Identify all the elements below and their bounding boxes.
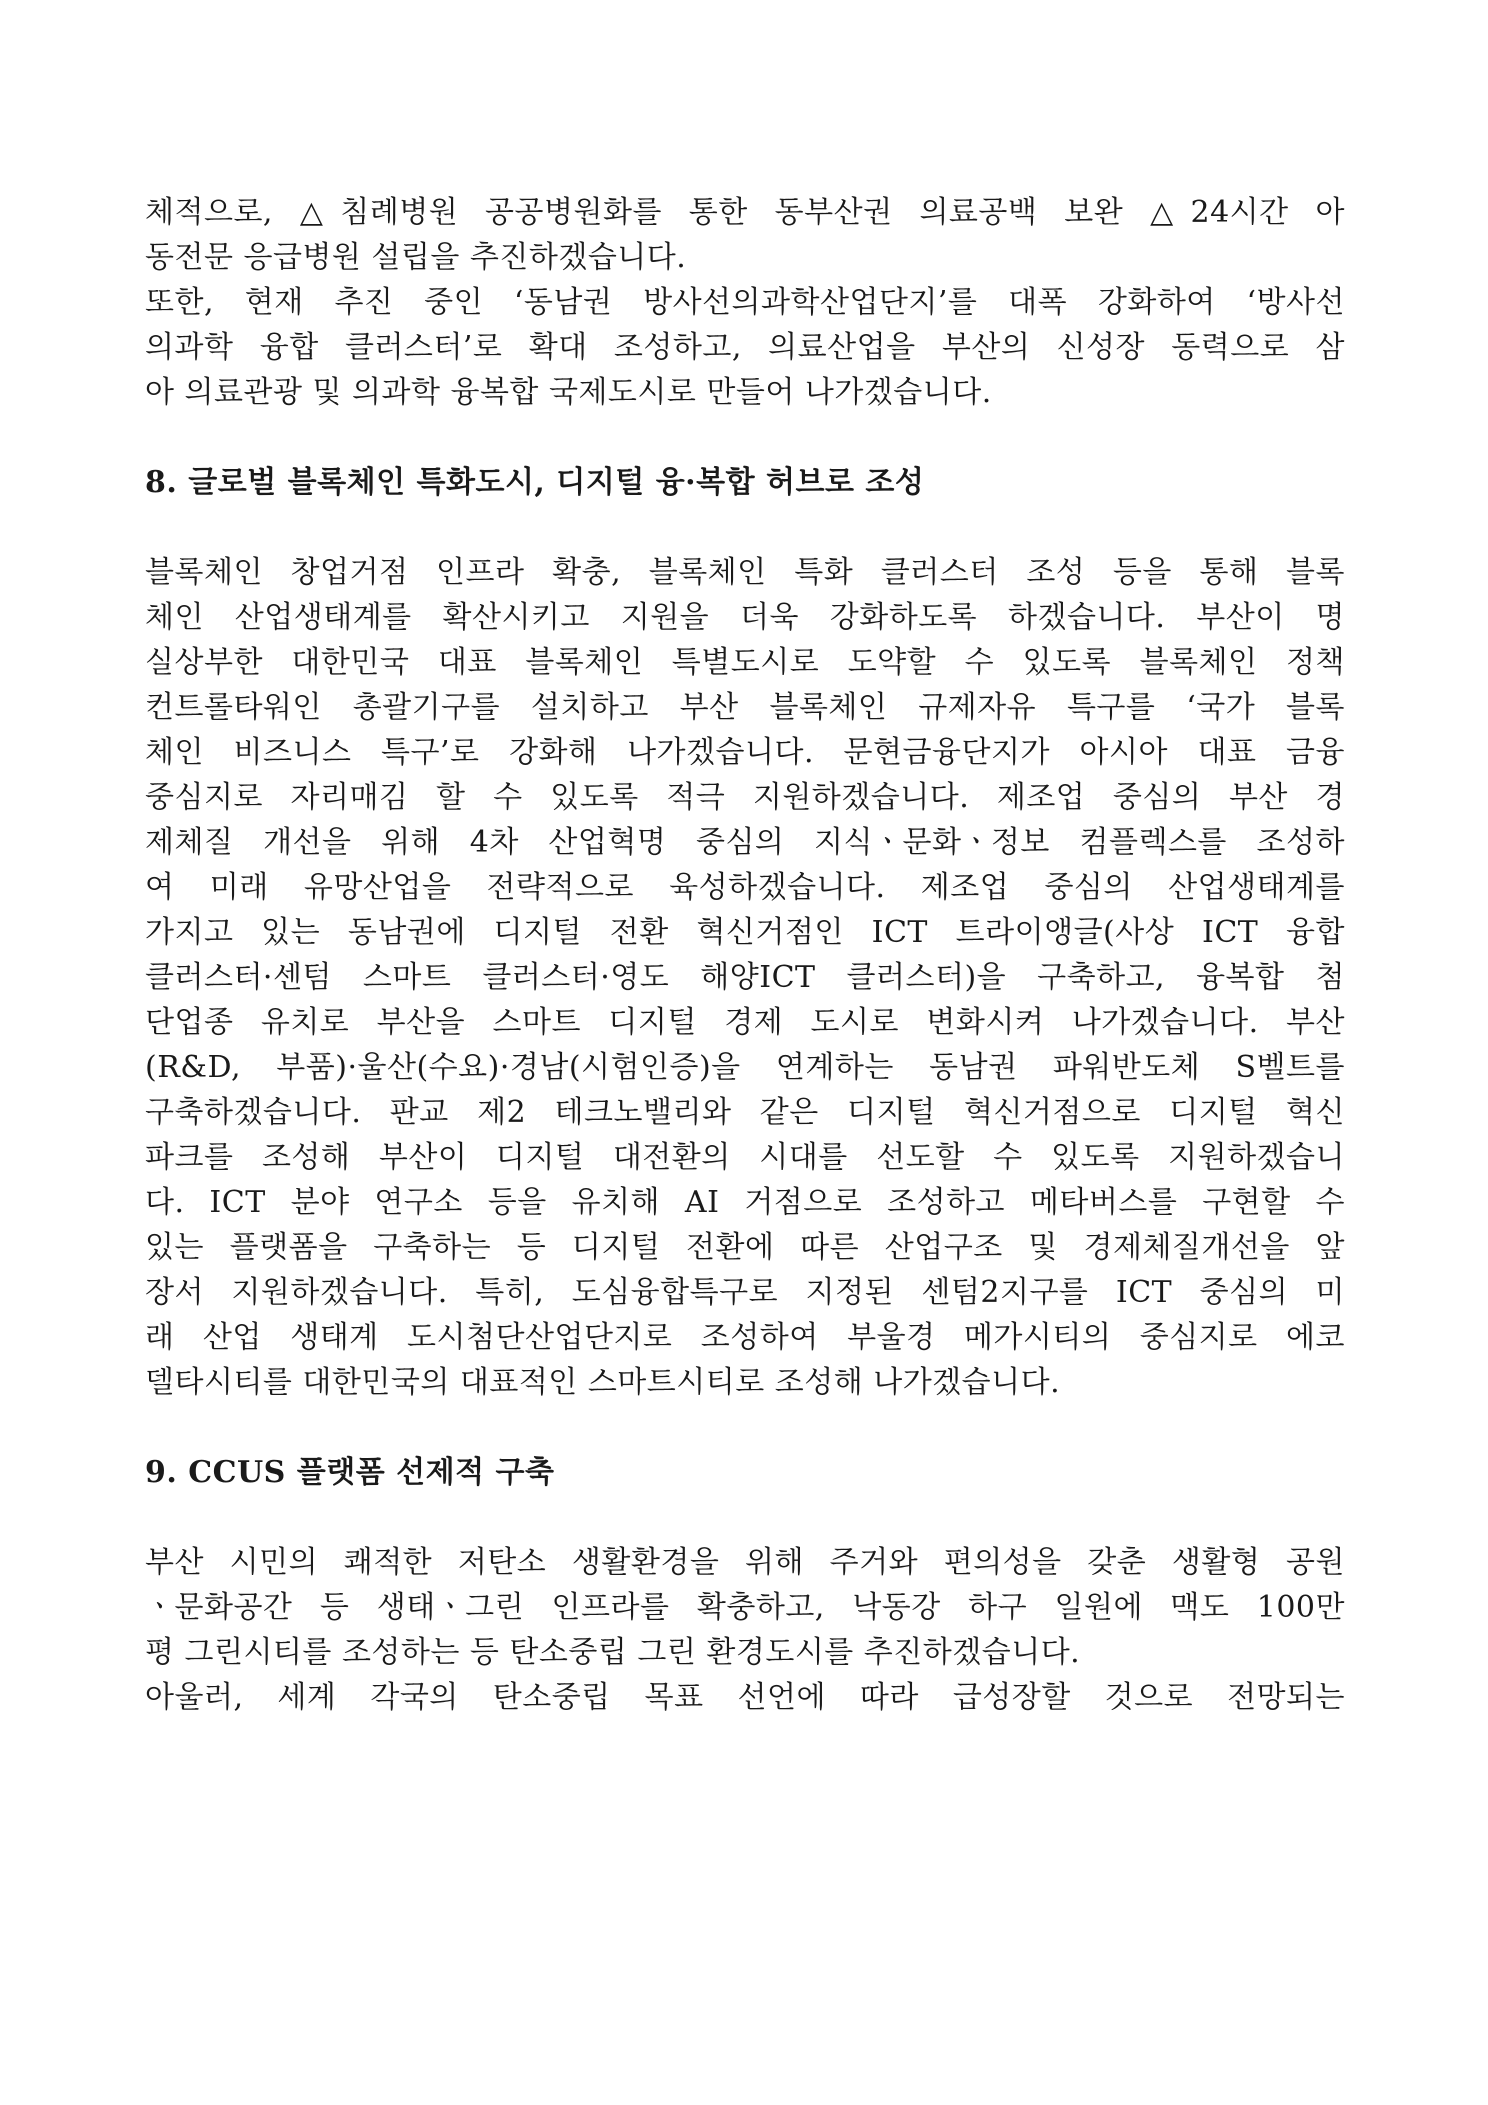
section-8-body <box>145 550 1345 1405</box>
text-line: 또한, 현재 추진 중인 ‘동남권 방사선의과학산업단지’를 대폭 강화하여 ‘방사선 <box>145 285 1345 320</box>
intro-paragraph-1 <box>145 190 1345 280</box>
text-line: 의과학 융합 클러스터’로 확대 조성하고, 의료산업을 부산의 신성장 동력으로 삼 <box>145 330 1345 365</box>
text-line: 있는 플랫폼을 구축하는 등 디지털 전환에 따른 산업구조 및 경제체질개선을 앞 <box>145 1230 1345 1265</box>
document-page <box>145 190 1345 1720</box>
text-line: 동전문 응급병원 설립을 추진하겠습니다. <box>145 240 687 275</box>
text-line: ㆍ문화공간 등 생태ㆍ그린 인프라를 확충하고, 낙동강 하구 일원에 맥도 100만 <box>145 1590 1345 1625</box>
text-line: 실상부한 대한민국 대표 블록체인 특별도시로 도약할 수 있도록 블록체인 정책 <box>145 645 1345 680</box>
text-line: 구축하겠습니다. 판교 제2 테크노밸리와 같은 디지털 혁신거점으로 디지털 혁신 <box>145 1095 1345 1130</box>
text-line: 단업종 유치로 부산을 스마트 디지털 경제 도시로 변화시켜 나가겠습니다. 부산 <box>145 1005 1345 1040</box>
text-line: 파크를 조성해 부산이 디지털 대전환의 시대를 선도할 수 있도록 지원하겠습니 <box>145 1140 1345 1175</box>
text-line: 부산 시민의 쾌적한 저탄소 생활환경을 위해 주거와 편의성을 갖춘 생활형 공원 <box>145 1545 1345 1580</box>
section-9-paragraph-1 <box>145 1540 1345 1675</box>
text-line: 블록체인 창업거점 인프라 확충, 블록체인 특화 클러스터 조성 등을 통해 블록 <box>145 555 1345 590</box>
text-line: (R&D, 부품)·울산(수요)·경남(시험인증)을 연계하는 동남권 파워반도체 S벨트를 <box>145 1050 1345 1085</box>
section-8-heading: 8. 글로벌 블록체인 특화도시, 디지털 융·복합 허브로 조성 <box>145 465 925 500</box>
text-line: 여 미래 유망산업을 전략적으로 육성하겠습니다. 제조업 중심의 산업생태계를 <box>145 870 1345 905</box>
section-9-paragraph-2 <box>145 1675 1345 1720</box>
text-line: 체적으로, △침례병원 공공병원화를 통한 동부산권 의료공백 보완 △24시간 아 <box>145 195 1345 230</box>
text-line: 래 산업 생태계 도시첨단산업단지로 조성하여 부울경 메가시티의 중심지로 에코 <box>145 1320 1345 1355</box>
text-line: 가지고 있는 동남권에 디지털 전환 혁신거점인 ICT 트라이앵글(사상 ICT 융합 <box>145 915 1345 950</box>
text-line: 장서 지원하겠습니다. 특히, 도심융합특구로 지정된 센텀2지구를 ICT 중심의 미 <box>145 1275 1345 1310</box>
text-line: 제체질 개선을 위해 4차 산업혁명 중심의 지식ㆍ문화ㆍ정보 컴플렉스를 조성하 <box>145 825 1345 860</box>
text-line: 평 그린시티를 조성하는 등 탄소중립 그린 환경도시를 추진하겠습니다. <box>145 1635 1081 1670</box>
text-line: 체인 산업생태계를 확산시키고 지원을 더욱 강화하도록 하겠습니다. 부산이 명 <box>145 600 1345 635</box>
text-line: 체인 비즈니스 특구’로 강화해 나가겠습니다. 문현금융단지가 아시아 대표 금융 <box>145 735 1345 770</box>
section-9-heading: 9. CCUS 플랫폼 선제적 구축 <box>145 1455 555 1490</box>
text-line: 중심지로 자리매김 할 수 있도록 적극 지원하겠습니다. 제조업 중심의 부산 경 <box>145 780 1345 815</box>
intro-paragraph-2 <box>145 280 1345 415</box>
text-line: 아 의료관광 및 의과학 융복합 국제도시로 만들어 나가겠습니다. <box>145 375 992 410</box>
text-line: 클러스터·센텀 스마트 클러스터·영도 해양ICT 클러스터)을 구축하고, 융복합 첨 <box>145 960 1345 995</box>
text-line: 델타시티를 대한민국의 대표적인 스마트시티로 조성해 나가겠습니다. <box>145 1365 1061 1400</box>
text-line: 컨트롤타워인 총괄기구를 설치하고 부산 블록체인 규제자유 특구를 ‘국가 블록 <box>145 690 1345 725</box>
text-line: 다. ICT 분야 연구소 등을 유치해 AI 거점으로 조성하고 메타버스를 구현할 수 <box>145 1185 1345 1220</box>
text-line: 아울러, 세계 각국의 탄소중립 목표 선언에 따라 급성장할 것으로 전망되는 <box>145 1680 1345 1715</box>
